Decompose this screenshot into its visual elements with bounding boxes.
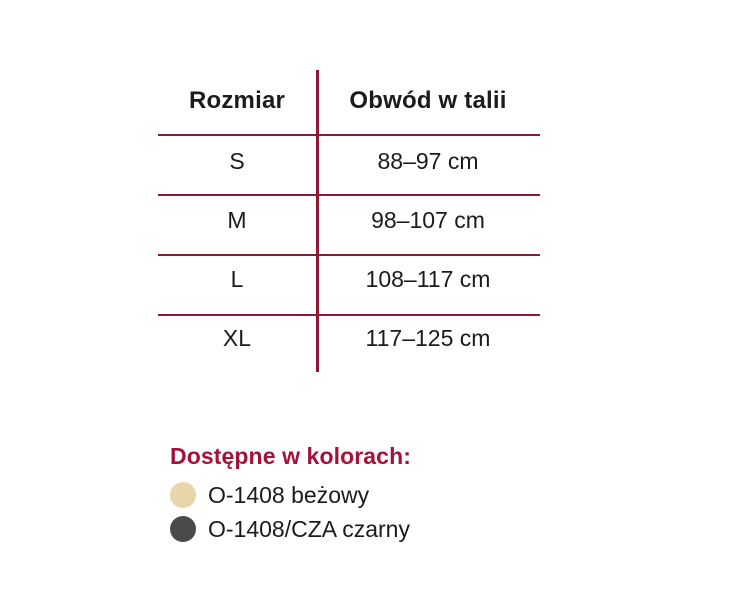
- table-row: [158, 132, 540, 191]
- table-row: [158, 250, 540, 309]
- cell-waist: 98–107 cm: [371, 207, 485, 233]
- table-row: [158, 309, 540, 368]
- table-row: [158, 191, 540, 250]
- column-header-waist: Obwód w talii: [349, 87, 507, 114]
- cell-size: L: [230, 266, 244, 292]
- color-option-black: [170, 514, 590, 544]
- color-option-beige: [170, 480, 590, 510]
- color-swatch-icon: [170, 516, 196, 542]
- available-colors-section: [170, 443, 590, 548]
- cell-waist: 88–97 cm: [377, 148, 479, 174]
- color-option-label: O-1408/CZA czarny: [208, 516, 410, 542]
- column-header-size: Rozmiar: [188, 87, 286, 114]
- cell-waist: 108–117 cm: [365, 266, 491, 292]
- cell-size: S: [229, 148, 245, 174]
- color-swatch-icon: [170, 482, 196, 508]
- color-option-label: O-1408 beżowy: [208, 482, 370, 508]
- cell-waist: 117–125 cm: [365, 325, 491, 351]
- table-divider-line: [158, 194, 540, 196]
- cell-size: XL: [222, 325, 252, 351]
- cell-size: M: [227, 207, 247, 233]
- available-colors-title: Dostępne w kolorach:: [170, 443, 411, 469]
- table-divider-line: [158, 254, 540, 256]
- table-header-row: [158, 70, 540, 132]
- table-column-divider-line: [316, 70, 319, 372]
- table-divider-line: [158, 314, 540, 316]
- table-divider-line: [158, 134, 540, 136]
- size-table: [158, 70, 540, 368]
